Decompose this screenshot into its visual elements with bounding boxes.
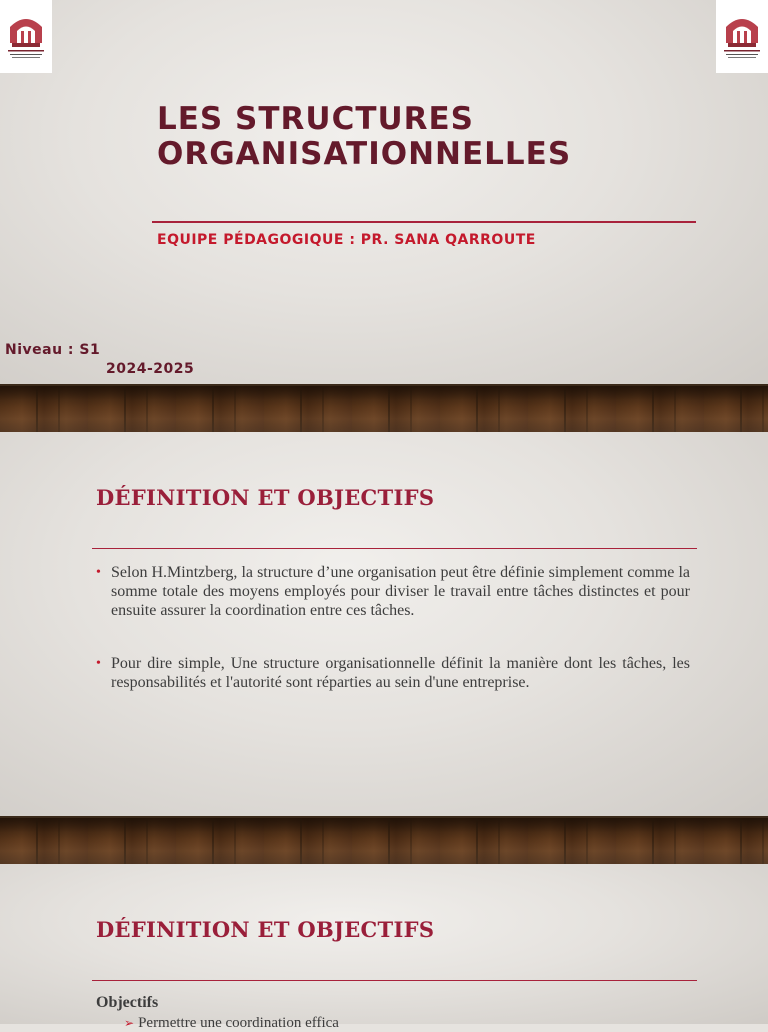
slide-divider xyxy=(92,548,697,549)
slide-title: DÉFINITION ET OBJECTIFS xyxy=(96,917,435,942)
slide-divider xyxy=(92,980,697,981)
logo-right xyxy=(716,0,768,73)
objective-item-text: Permettre une coordination effica xyxy=(138,1015,339,1031)
university-logo-icon xyxy=(6,13,46,61)
list-item xyxy=(96,654,690,692)
university-logo-icon xyxy=(722,13,762,61)
objectives-heading: Objectifs xyxy=(96,994,159,1011)
title-divider xyxy=(152,221,696,223)
arrow-bullet-icon: ➢ xyxy=(124,1016,135,1030)
slide-definition xyxy=(0,432,768,818)
slide-title: DÉFINITION ET OBJECTIFS xyxy=(96,485,435,510)
list-item xyxy=(96,563,690,620)
logo-left xyxy=(0,0,52,73)
wood-floor-band xyxy=(0,384,768,433)
bullet-icon: • xyxy=(96,565,101,580)
list-item-text: Pour dire simple, Une structure organisationnelle définit la manière dont les tâches, les responsabilités et l'autorité sont réparties au sein d'une entreprise. xyxy=(111,655,690,691)
bullet-icon: • xyxy=(96,656,101,671)
academic-year: 2024-2025 xyxy=(106,361,195,377)
definition-list xyxy=(96,563,690,726)
wood-floor-band xyxy=(0,816,768,865)
level-label: Niveau : S1 xyxy=(5,342,101,358)
list-item-text: Selon H.Mintzberg, la structure d’une organisation peut être définie simplement comme la somme totale des moyens employés pour diviser le travail entre tâches distinctes et pour ensuite assurer la coordination entre ces tâches. xyxy=(111,564,690,619)
presentation-subtitle: EQUIPE PÉDAGOGIQUE : PR. SANA QARROUTE xyxy=(157,232,536,248)
slide-title xyxy=(0,0,768,386)
presentation-title: LES STRUCTURES ORGANISATIONNELLES xyxy=(157,101,572,172)
